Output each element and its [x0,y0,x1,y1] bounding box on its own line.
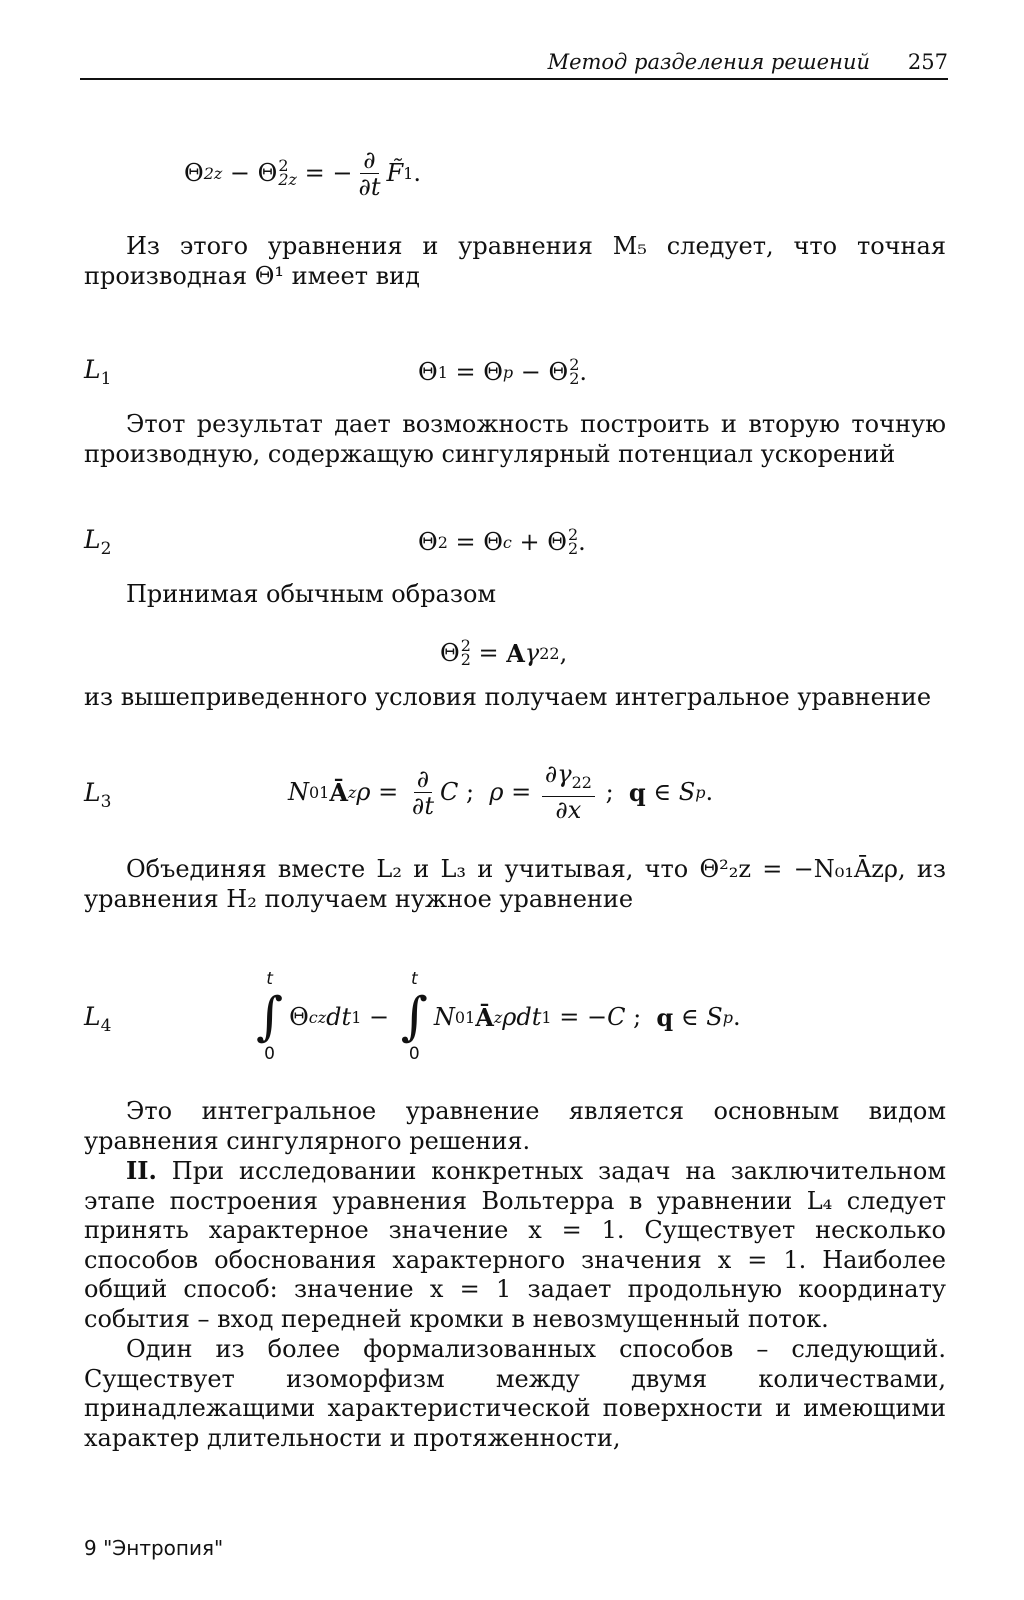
equation-theta-gamma: Θ 2 2 = A γ 22 , [440,636,568,669]
page-number: 257 [907,50,948,74]
paragraph-5: Объединяя вместе L₂ и L₃ и учитывая, что Θ²₂z = −N₀₁Āzρ, из уравнения H₂ получаем нужное уравнение [84,855,946,913]
equation-L1: $L_1$ Θ 1 = Θ p − Θ 2 2 . [84,355,588,389]
running-title: Метод разделения решений [547,50,870,74]
equation-label-L3: $L_3$ [84,778,112,812]
paragraph-2: Этот результат дает возможность построить и вторую точную производную, содержащую сингулярный потенциал ускорений [84,410,946,468]
equation-theta-2z: Θ 2z − Θ 2 2z = − $\frac{\partial}{\partial t}$ F̃ 1 . [184,145,421,201]
equation-L2: $L_2$ Θ 2 = Θ c + Θ 2 2 . [84,525,586,559]
signature-mark: 9 "Энтропия" [84,1536,224,1560]
section-marker: II. [126,1156,157,1185]
paragraph-3: Принимая обычным образом [126,580,497,608]
paragraph-6: Это интегральное уравнение является основным видом уравнения сингулярного решения. [84,1097,946,1155]
equation-label-L2: $L_2$ [84,525,112,559]
equation-label-L4: $L_4$ [84,1002,112,1036]
paragraph-7 [84,1156,946,1334]
equation-label-L1: $L_1$ [84,355,112,389]
paragraph-1: Из этого уравнения и уравнения M₅ следует, что точная производная Θ¹ имеет вид [84,232,946,290]
paragraph-7-text: При исследовании конкретных задач на заключительном этапе построения уравнения Вольтерра в уравнении L₄ следует принять характерное значение x = 1. Существует несколько способов обоснования характерного значения x = 1. Наиболее общий способ: значение x = 1 задает продольную координату события – вход передней кромки в невозмущенный поток. [84,1157,946,1333]
running-header [80,48,948,80]
equation-L4: $L_4$ t ∫ 0 Θ cz dt 1 − t ∫ 0 N 01 Ā z ρdt 1 = − C ; q ∈ S p . [84,969,741,1064]
equation-L3: $L_3$ N 01 Ā z ρ = $\frac{\partial}{\partial t}$ C ; ρ = $\frac{\partial\gamma_{22}}{\partial x}$ ; q ∈ S p . [84,760,714,824]
paragraph-8: Один из более формализованных способов – следующий. Существует изоморфизм между двумя количествами, принадлежащими характеристической поверхности и имеющими характер длительности и протяженности, [84,1335,946,1452]
paragraph-4: из вышеприведенного условия получаем интегральное уравнение [84,683,932,711]
